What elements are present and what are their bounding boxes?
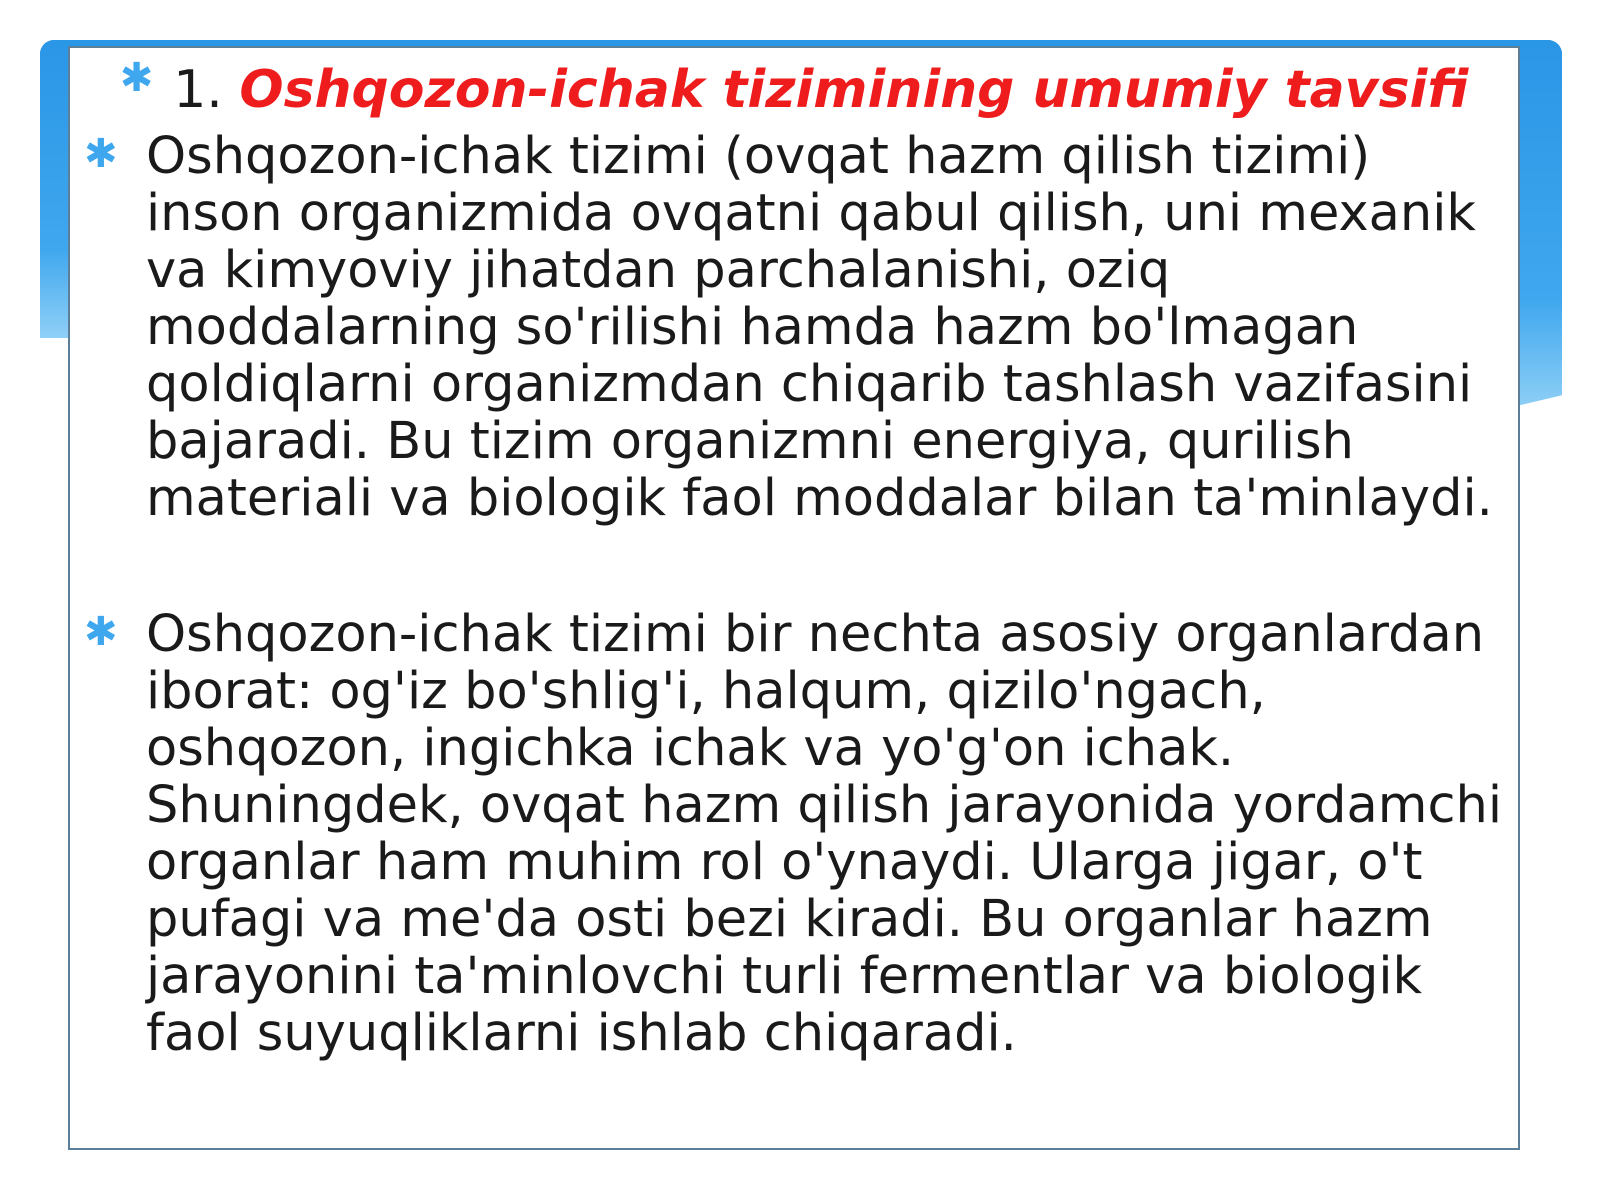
star-bullet-icon: ✱ bbox=[84, 609, 118, 655]
title-number: 1. bbox=[173, 60, 223, 120]
slide-title bbox=[70, 55, 1518, 122]
star-bullet-icon: ✱ bbox=[84, 131, 118, 177]
paragraph-text: Oshqozon-ichak tizimi (ovqat hazm qilish tizimi) inson organizmida ovqatni qabul qilish, uni mexanik va kimyoviy jihatdan parchalanishi, oziq moddalarning so'rilishi hamda hazm bo'lmagan qoldiqlarni organizmdan chiqarib tashlash vazifasini bajaradi. Bu tizim organizmni energiya, qurilish materiali va biologik faol moddalar bilan ta'minlaydi. bbox=[146, 127, 1493, 528]
star-bullet-icon: ✱ bbox=[119, 55, 154, 101]
title-text: Oshqozon-ichak tizimining umumiy tavsifi bbox=[239, 60, 1469, 120]
paragraph-text: Oshqozon-ichak tizimi bir nechta asosiy organlardan iborat: og'iz bo'shlig'i, halqum, qizilo'ngach, oshqozon, ingichka ichak va yo'g'on ichak. Shuningdek, ovqat hazm qilish jarayonida yordamchi organlar ham muhim rol o'ynaydi. Ularga jigar, o't pufagi va me'da osti bezi kiradi. Bu organlar hazm jarayonini ta'minlovchi turli fermentlar va biologik faol suyuqliklarni ishlab chiqaradi. bbox=[146, 605, 1503, 1063]
bullet-paragraph-1 bbox=[84, 128, 1504, 527]
bullet-paragraph-2 bbox=[84, 606, 1504, 1062]
content-panel bbox=[68, 46, 1520, 1150]
